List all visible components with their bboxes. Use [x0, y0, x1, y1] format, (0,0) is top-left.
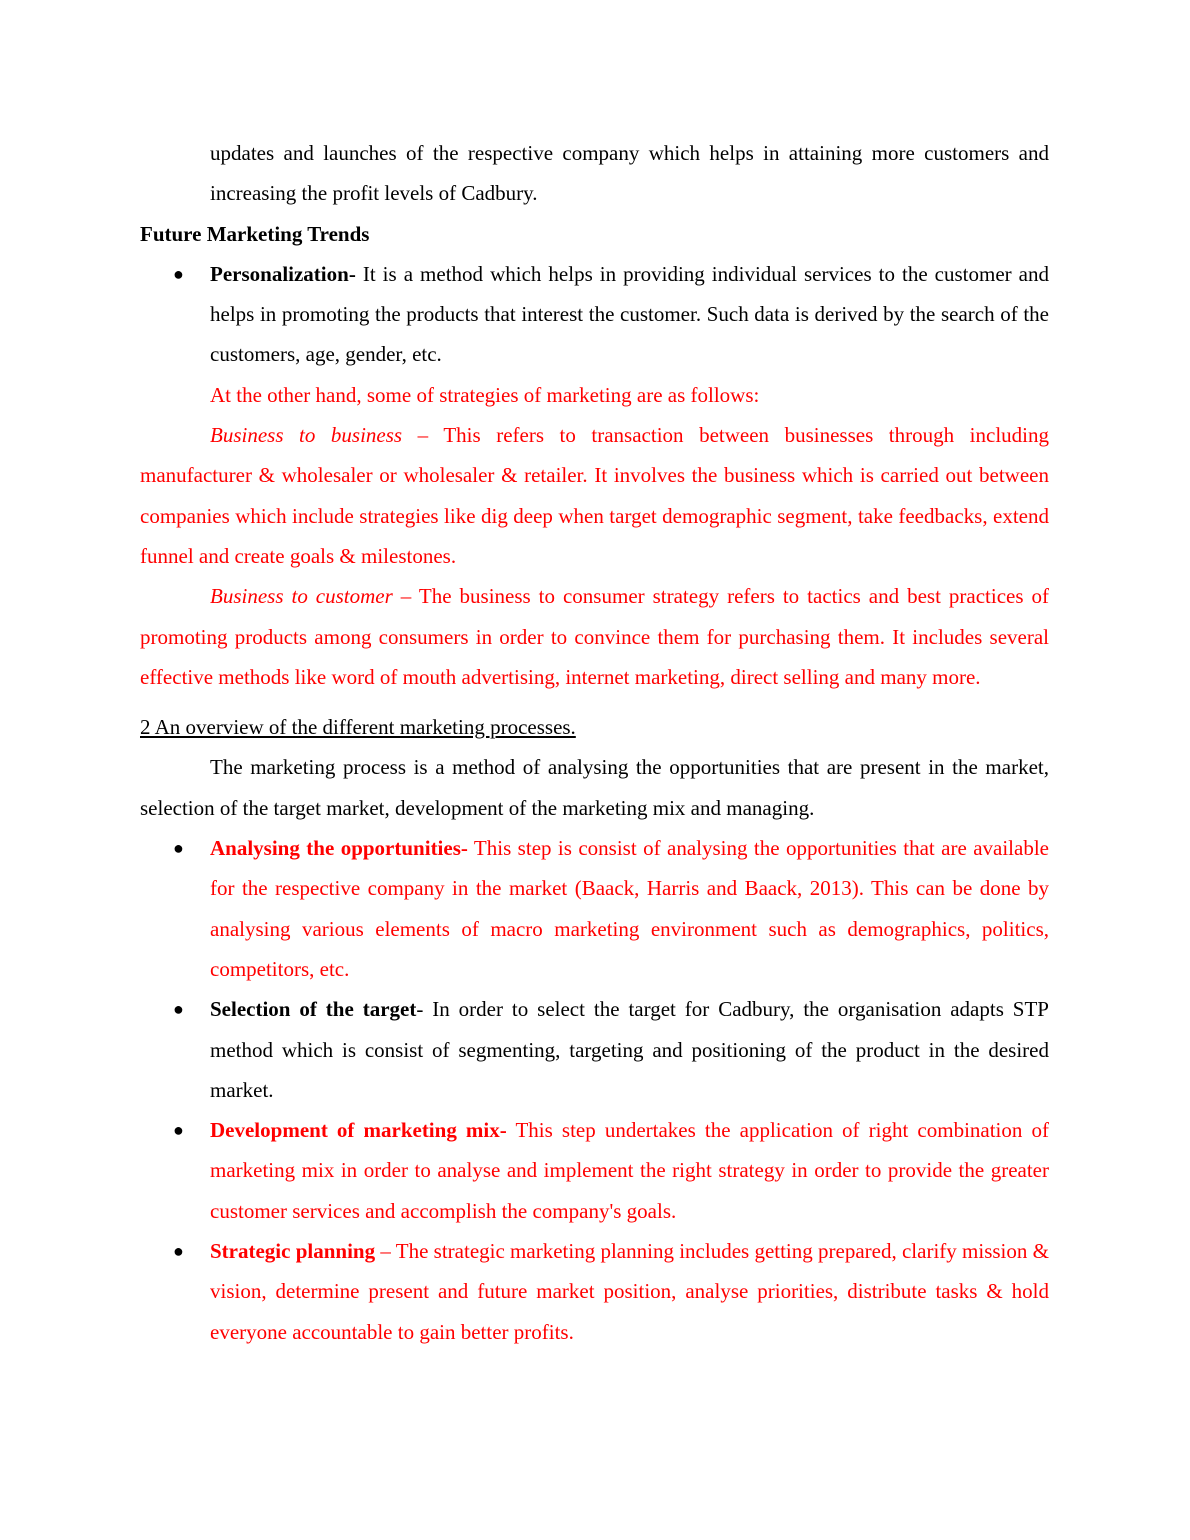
list-item-personalization	[140, 254, 1049, 375]
b2b-paragraph	[140, 415, 1049, 576]
strategies-intro: At the other hand, some of strategies of marketing are as follows:	[210, 382, 760, 407]
b2c-paragraph	[140, 576, 1049, 697]
b2b-label: Business to business	[210, 423, 403, 448]
item-text: This step undertakes the application of right combination of marketing mix in order to analyse and implement the right strategy in order to provide the greater customer services and accomplish the company's goals.	[210, 1118, 1049, 1223]
b2b-text: – This refers to transaction between businesses through including manufacturer & wholesaler or wholesaler & retailer. It involves the business which is carried out between companies which include strategies like dig deep when target demographic segment, take feedbacks, extend funnel and create goals & milestones.	[140, 423, 1049, 568]
item-label: Selection of the target	[210, 997, 417, 1022]
bullet-icon: ●	[173, 999, 184, 1020]
item-text: – The strategic marketing planning includes getting prepared, clarify mission & vision, determine present and future market position, analyse priorities, distribute tasks & hold everyone accountable to gain better profits.	[210, 1239, 1049, 1344]
continuation-paragraph: updates and launches of the respective company which helps in attaining more customers and increasing the profit levels of Cadbury.	[210, 141, 1049, 206]
item-label: Personalization-	[210, 261, 356, 286]
bullet-icon: ●	[173, 1120, 184, 1141]
marketing-process-intro: The marketing process is a method of analysing the opportunities that are present in the market, selection of the target market, development of the marketing mix and managing.	[140, 755, 1049, 820]
item-text: This step is consist of analysing the opportunities that are available for the respective company in the market (Baack, Harris and Baack, 2013). This can be done by analysing various elements of macro marketing environment such as demographics, politics, competitors, etc.	[210, 836, 1049, 981]
section-heading-future-trends: Future Marketing Trends	[140, 221, 370, 246]
item-label: Analysing the opportunities-	[210, 836, 468, 861]
item-text: - In order to select the target for Cadbury, the organisation adapts STP method which is consist of segmenting, targeting and positioning of the product in the desired market.	[210, 997, 1049, 1102]
item-label: Strategic planning	[210, 1239, 376, 1264]
section-heading-marketing-processes: 2 An overview of the different marketing processes.	[140, 715, 576, 740]
bullet-icon: ●	[173, 838, 184, 859]
list-item-marketing-mix	[140, 1110, 1049, 1231]
future-trends-list	[140, 254, 1049, 375]
bullet-icon: ●	[173, 263, 184, 284]
list-item-selection-target	[140, 989, 1049, 1110]
document-page	[140, 133, 1049, 1352]
list-item-analysing-opportunities	[140, 828, 1049, 989]
b2c-label: Business to customer	[210, 584, 393, 609]
b2c-text: – The business to consumer strategy refers to tactics and best practices of promoting products among consumers in order to convince them for purchasing them. It includes several effective methods like word of mouth advertising, internet marketing, direct selling and many more.	[140, 584, 1049, 689]
item-label: Development of marketing mix-	[210, 1118, 507, 1143]
bullet-icon: ●	[173, 1241, 184, 1262]
list-item-strategic-planning	[140, 1231, 1049, 1352]
item-text: It is a method which helps in providing individual services to the customer and helps in promoting the products that interest the customer. Such data is derived by the search of the customers, age, gender, etc.	[210, 261, 1049, 367]
marketing-process-list	[140, 828, 1049, 1352]
